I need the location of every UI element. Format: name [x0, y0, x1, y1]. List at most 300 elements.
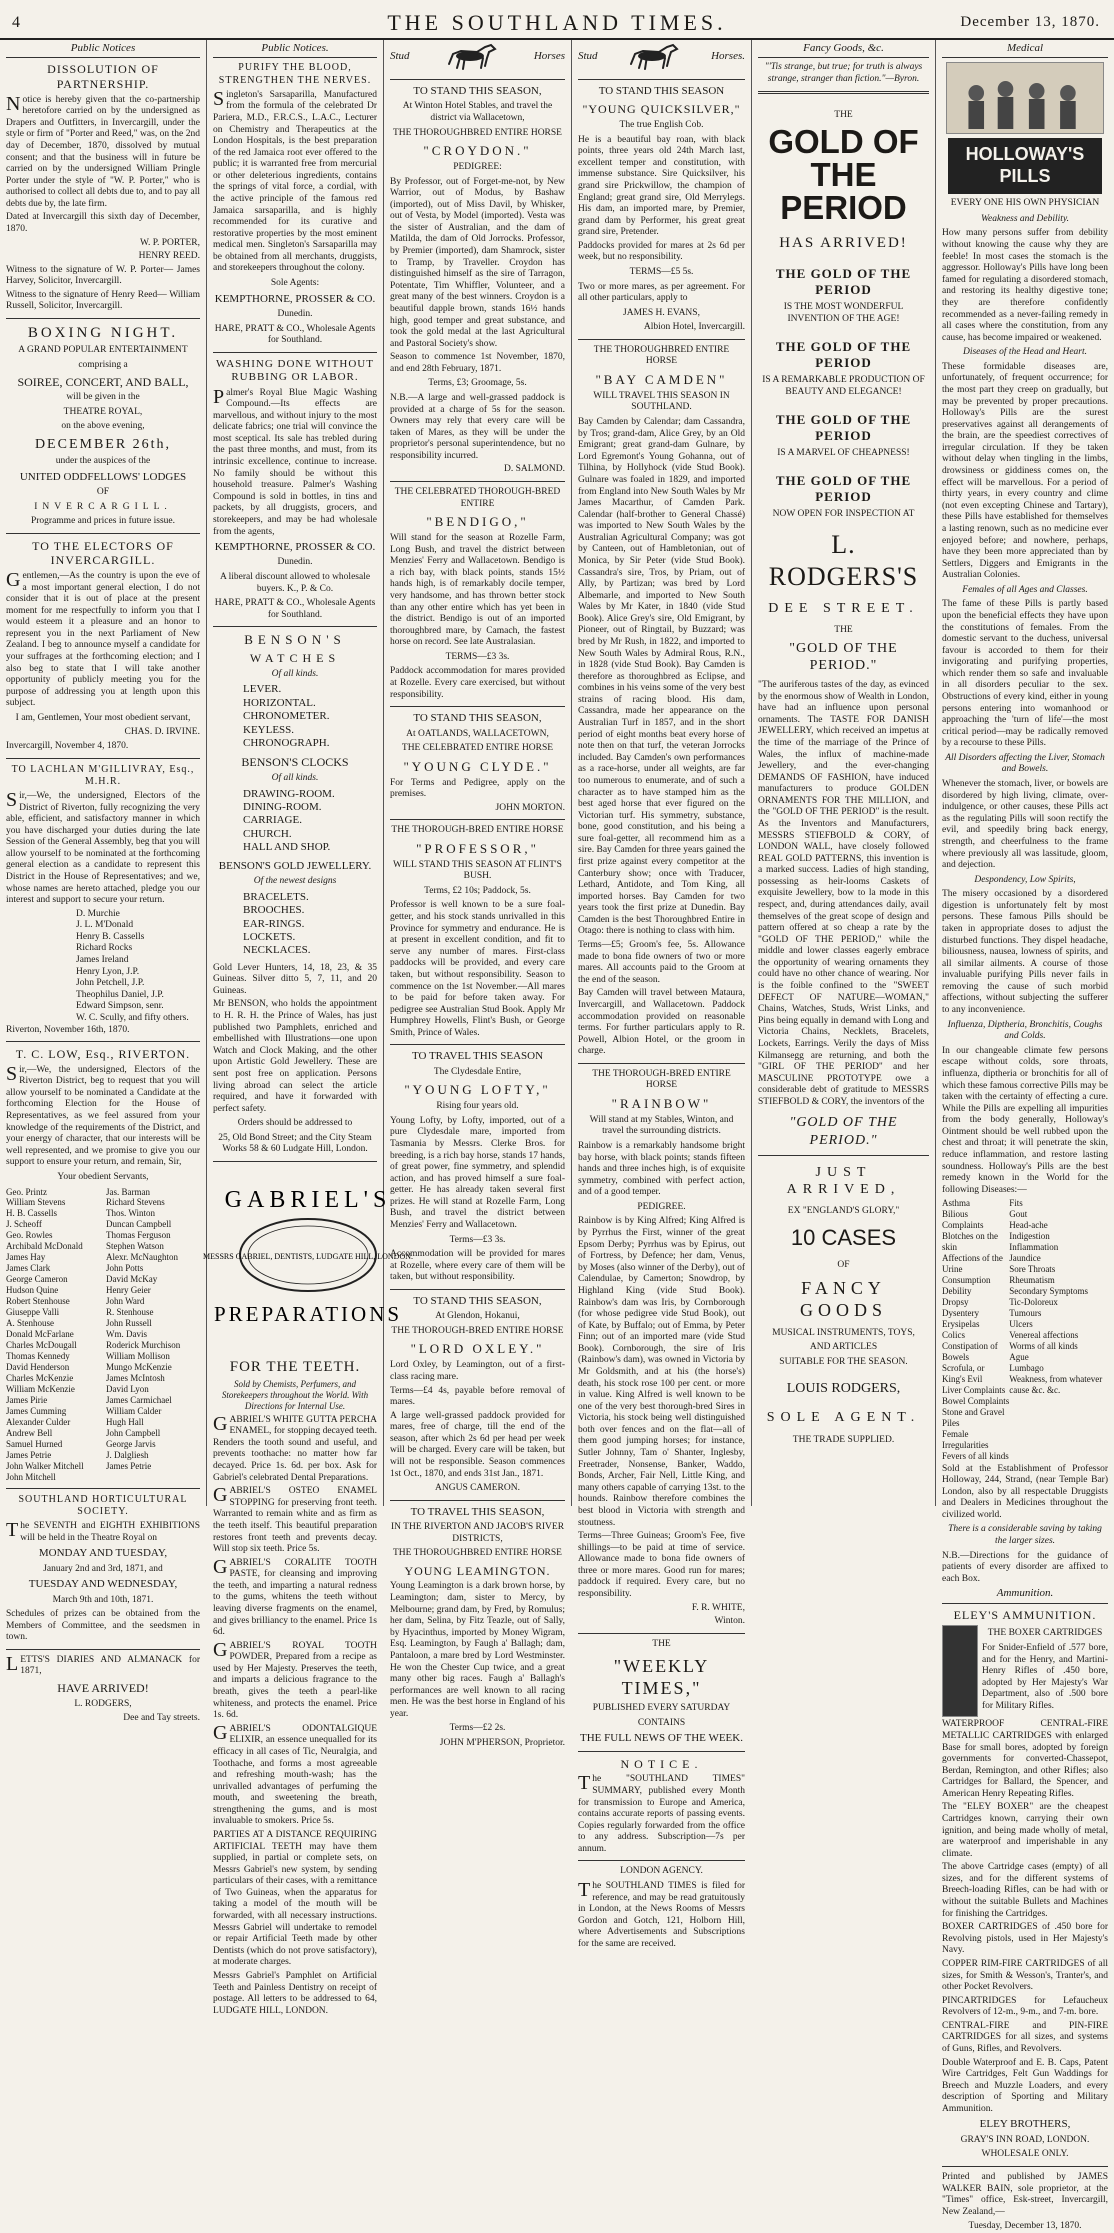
newspaper-title: THE SOUTHLAND TIMES. — [387, 10, 727, 35]
ad-body: By Professor, out of Forget-me-not, by New Warrior, out of Modus, by Bashaw (imported), out of Miss Davil, by Whisker, out of Vesta, by Model (imported). Vesta was the sister of Australian, and the dam of Matilda, the dam of Old Jorrocks. Professor, by Premier (imported), dam Shamrock, sister to Tramp, by Traveller. Croydon has distinguished himself as the sire of Tarragon, Potentate, Tim Whiffler, Volunteer, and a great many of the best winners. Croydon is a beautiful dapple brown, stands 16½ hands high, good temper and great substance, and took the gold medal at the last Agricultural and Pastoral Society's show. — [390, 176, 565, 349]
list-item: Head-ache — [1009, 1220, 1048, 1231]
horse-name: "YOUNG LOFTY," — [404, 1082, 551, 1098]
ad-line: PUBLISHED EVERY SATURDAY — [592, 1703, 731, 1714]
list-item: Consumption — [942, 1275, 991, 1286]
list-item: Stephen Watson — [106, 1241, 164, 1252]
list-item: Blotches on the skin — [942, 1231, 998, 1253]
list-item: Robert Stenhouse — [6, 1296, 70, 1307]
list-item: Andrew Bell — [6, 1427, 53, 1438]
ad-line: SOIREE, CONCERT, AND BALL, — [17, 374, 189, 389]
list-item: Jas. Barman — [106, 1186, 150, 1197]
eley-text — [982, 1625, 1108, 1717]
ad-body: The fame of these Pills is partly based upon the beneficial effects they have upon the constitutions of females. From the domestic servant to the duchess, universal favour is accorded to them for their invigorating and purifying properties, which render them so safe and invaluable in all disorders peculiar to the sex. Obstructions of every kind, either in young persons entering into womanhood or approaching the 'turn of life'—the most critical period—may be radically removed by a recourse to these Pills. — [942, 599, 1108, 749]
list-item: David Henderson — [6, 1362, 70, 1373]
list-item: Hudson Quine — [6, 1285, 59, 1296]
ad-body: Notice is hereby given that the co-partnership heretofore carried on by the undersigned as Drapers and Outfitters, in Invercargill, under the style or firm of "Porter and Reed," was, on the 2nd day of December, 1870, dissolved by mutual consent; and that the business will in future be carried on by the undersigned William Pringle Porter under the style of "W. P. Porter," who is authorised to collect all debts due to, and to pay all debts due by, the late firm. — [6, 92, 200, 209]
ad-line: THE — [834, 625, 853, 636]
ad-text: Season to commence 1st November, 1870, and end 28th February, 1871. — [390, 352, 565, 374]
jewellery-list — [213, 891, 377, 958]
signature: JOHN M'PHERSON, Proprietor. — [439, 1737, 565, 1748]
list-item: William Mollison — [106, 1351, 170, 1362]
divider — [6, 533, 200, 534]
ad-line: CONTAINS — [637, 1717, 686, 1728]
ad-body: Gentlemen,—As the country is upon the eve of a most important general election, I do not consider that it is out of place at the present moment for me respectfully to inform you that I would esteem it a pleasure and an honor to represent you in the next Parliament of New Zealand. I beg to announce myself a candidate for your suffrages at the forthcoming election; and I also beg to state that I will take another opportunity of publicly meeting you for the purpose of addressing you at length upon this subject. — [6, 568, 200, 709]
ad-line: TO STAND THIS SEASON, — [413, 712, 542, 725]
list-item: James Petrie — [6, 1449, 52, 1460]
ad-body: WATERPROOF CENTRAL-FIRE METALLIC CARTRIDGES with enlarged Base for small bores, adopted by foreign governments for converted-Chassepot, Berdan, Remington, and other Rifles; also Cartridges for Ballard, the Spencer, and American Henry Repeating Rifles. — [942, 1719, 1108, 1799]
ad-text: Schedules of prizes can be obtained from the Members of Committee, and the seedsmen in town. — [6, 1609, 200, 1643]
list-item: Weakness, from whatever cause &c. &c. — [1009, 1373, 1103, 1395]
ad-text: A large well-grassed paddock provided for mares, free of charge, till the end of the season, after which 2s 6d per head per week will be charged. Every care will be taken, but will not be responsible. Season commences 1st Oct., 1870, and ends 31st Jan., 1871. — [390, 1410, 565, 1479]
list-item: Female Irregularities — [942, 1428, 989, 1450]
ad-line: HARE, PRATT & CO., Wholesale Agents for Southland. — [214, 323, 376, 346]
column-5 — [752, 40, 936, 1506]
ad-line: JUST ARRIVED, — [786, 1164, 901, 1197]
product-item: GABRIEL'S WHITE GUTTA PERCHA ENAMEL, for stopping decayed teeth. Renders the tooth sound and useful, and prevents toothache: no matter how far decayed. Price 1s. 6d. per box. Ask for Gabriel's celebrated Dental Preparations. — [213, 1412, 377, 1483]
column-4 — [572, 40, 752, 1949]
ad-line: TO STAND THIS SEASON, — [413, 1294, 542, 1307]
list-item: Tumours — [1009, 1307, 1042, 1318]
signature: D. SALMOND. — [504, 464, 565, 475]
ad-body: Sir,—We, the undersigned, Electors of the District of Riverton, fully recognizing the very able, efficient, and satisfactory manner in which you have discharged your duties during the late Session of the General Assembly, beg that you will allow yourself to be nominated at the forthcoming general election as a candidate to represent this District in the House of Representatives; and we, whose names are hereto attached, pledge you our interest and support to secure your return. — [6, 788, 200, 906]
ad-line: Dunedin. — [277, 309, 313, 320]
list-item: James Cumming — [6, 1405, 67, 1416]
list-item: CHRONOMETER. — [243, 710, 330, 723]
signature: CHAS. D. IRVINE. — [124, 727, 200, 738]
ad-line: At Glendon, Hokanui, — [435, 1311, 520, 1322]
list-item: Worms of all kinds — [1009, 1340, 1078, 1351]
list-item: James McIntosh — [106, 1372, 165, 1383]
list-item: Charles McDougall — [6, 1340, 77, 1351]
ad-text: Terms—£4 4s, payable before removal of mares. — [390, 1385, 565, 1408]
ad-line: THE THOROUGHBRED ENTIRE HORSE — [593, 344, 730, 367]
list-item: James Pirie — [6, 1394, 48, 1405]
list-item: Geo. Rowles — [6, 1230, 53, 1241]
list-item: Erysipelas — [942, 1318, 980, 1329]
ad-line: TO TRAVEL THIS SEASON, — [410, 1505, 545, 1518]
ad-line: comprising a — [78, 359, 128, 370]
ad-line: LOUIS RODGERS, — [786, 1381, 901, 1397]
list-item: Henry Geier — [106, 1285, 151, 1296]
ad-line: PEDIGREE: — [453, 162, 502, 172]
list-item: Duncan Campbell — [106, 1219, 172, 1230]
ad-line: "GOLD OF THE PERIOD." — [789, 1115, 898, 1148]
list-item: DINING-ROOM. — [243, 801, 322, 814]
ad-line: PEDIGREE. — [637, 1201, 686, 1212]
list-item: James Ireland — [76, 955, 129, 966]
ad-body: For Snider-Enfield of .577 bore, and for the Henry, and Martini-Henry Rifles of .450 bore, adopted by Her Majesty's War Department, also of .500 bore for Military Rifles. — [982, 1642, 1108, 1711]
ad-line: Will stand at my Stables, Winton, and travel the surrounding districts. — [589, 1114, 734, 1137]
list-item: John Ward — [106, 1296, 145, 1307]
divider — [578, 1751, 745, 1752]
ad-title: BENSON'S — [244, 632, 346, 648]
list-item: R. Stenhouse — [106, 1307, 154, 1318]
list-item: James Carmichael — [106, 1394, 172, 1405]
address: Dee and Tay streets. — [123, 1713, 200, 1724]
address: Winton. — [714, 1616, 745, 1627]
divider — [213, 1161, 377, 1162]
ad-body: The "ELEY BOXER" are the cheapest Cartridges known, carrying their own ignition, and being made wholly of metal, are waterproof and imperishable in any climate. — [942, 1802, 1108, 1859]
ad-text: Terms—Three Guineas; Groom's Fee, five shillings—to be paid at time of service. Allowance made to bona fide owners of three or more mares. Good run for mares; paddock if required. Every care, but no responsibility. — [578, 1531, 745, 1599]
ad-text: Sold by Chemists, Perfumers, and Storekeepers throughout the World. With Directions for Internal Use. — [221, 1378, 369, 1411]
divider — [390, 706, 565, 707]
ad-line: on the above evening, — [61, 421, 145, 432]
list-item: CHRONOGRAPH. — [243, 737, 330, 750]
signature: L. RODGERS, — [74, 1698, 132, 1709]
subhead: All Disorders affecting the Liver, Stomach and Bowels. — [945, 752, 1105, 775]
list-item: CHURCH. — [243, 827, 292, 840]
ad-line: AND ARTICLES — [809, 1342, 878, 1353]
list-item: John Potts — [106, 1263, 144, 1274]
ad-line: Rising four years old. — [436, 1101, 519, 1112]
list-item: Thos. Winton — [106, 1208, 155, 1219]
ad-title: DISSOLUTION OF PARTNERSHIP. — [47, 62, 159, 92]
list-item: Liver Complaints — [942, 1384, 1006, 1395]
list-item: Mungo McKenzie — [106, 1362, 172, 1373]
ad-text: Terms—£5; Groom's fee, 5s. Allowance made to bona fide owners of two or more mares. All accounts paid to the Groom at the end of the season. — [578, 940, 745, 985]
divider — [758, 91, 929, 94]
divider — [942, 2166, 1108, 2167]
ad-text: LETTS'S DIARIES AND ALMANACK for 1871, — [6, 1652, 200, 1677]
cartridge-box-image — [942, 1625, 978, 1717]
horses-label: Horses — [533, 50, 565, 63]
ad-line: HAVE ARRIVED! — [57, 1681, 149, 1696]
divider — [390, 1289, 565, 1290]
ad-line: At Winton Hotel Stables, and travel the district via Wallacetown, — [402, 101, 553, 123]
list-item: J. Scheoff — [6, 1219, 42, 1230]
ad-text: Accommodation will be provided for mares at Rozelle, where every care of them will be taken, but without responsibility. — [390, 1249, 565, 1283]
ad-line: EX "ENGLAND'S GLORY," — [787, 1205, 900, 1216]
list-item: John Mitchell — [6, 1471, 56, 1482]
ad-body: These formidable diseases are, unfortunately, of frequent occurrence; for the most part they creep on gradually, but may be prevented by proper precautions. Holloway's Pills are the surest preservatives against all derangements of the brain, are the speediest correctives of irregular circulation. If they be taken without delay when tingling in the limbs, drowsiness or giddiness comes on, the effect will be marvellous. For a period of thirty years, in every country and clime (not even excepting Chinese and Tartary), these Pills have established for themselves a lasting renown, such as no medicine ever enjoyed before; and nowhere, perhaps, have they been more appreciated than by Settlers, Diggers and Emigrants in the Australian Colonies. — [942, 361, 1108, 581]
product-item: PARTIES AT A DISTANCE REQUIRING ARTIFICIAL TEETH may have them supplied, in partial or complete sets, on Messrs Gabriel's new system, by sending particulars of their cases, with a remittance of Two Guineas, when the apparatus for taking a model of the mouth will be forwarded, with all necessary instructions. Messrs Gabriel will undertake to remodel or repair Artificial Teeth made by other Dentists (which do not prove satisfactory), at moderate charges. — [213, 1829, 377, 1968]
ad-body: Whenever the stomach, liver, or bowels are disordered by high living, climate, over-indulgence, or other causes, these Pills act as the regulating Pills will soon rectify the evil, and speedily bring back energy, strength, and cheerfulness to the frame where previously all was lassitude, gloom, and dejection. — [942, 779, 1108, 871]
signature: W. P. PORTER, — [139, 237, 200, 248]
gold-subhead: THE GOLD OF THE PERIOD — [775, 473, 912, 505]
list-item: Samuel Hurned — [6, 1438, 63, 1449]
ad-body: PINCARTRIDGES for Lefaucheux Revolvers of 12-m., 9-m., and 7-m. bore. — [942, 1995, 1108, 2018]
divider — [390, 819, 565, 820]
weekly-times-title: "WEEKLY TIMES," — [613, 1656, 710, 1699]
disease-table — [942, 1198, 1108, 1461]
ad-line: DEE STREET. — [768, 601, 919, 617]
divider — [578, 1860, 745, 1861]
seal-mid-text: MESSRS GABRIEL, DENTISTS, LUDGATE HILL, LONDON. — [203, 1251, 413, 1261]
gold-headline: GOLD OF THE PERIOD — [768, 123, 919, 227]
list-item: Sore Throats — [1009, 1264, 1056, 1275]
ad-text: Invercargill, November 4, 1870. — [6, 741, 129, 752]
ad-line: At OATLANDS, WALLACETOWN, — [406, 728, 549, 739]
list-item: Ague — [1009, 1351, 1029, 1362]
list-item: Debility — [942, 1286, 972, 1297]
list-item: BROOCHES. — [243, 904, 305, 917]
list-item: J. L. M'Donald — [76, 920, 134, 931]
list-item: Inflammation — [1009, 1242, 1059, 1253]
list-item: KEYLESS. — [243, 723, 295, 736]
divider — [6, 758, 200, 759]
clock-list — [213, 788, 377, 855]
list-item: James Hay — [6, 1252, 46, 1263]
ad-body: Rainbow is a remarkably handsome bright bay horse, with black points; stands fifteen hands and three inches high, is of exquisite symmetry, combined with perfect action, and of a good temper. — [578, 1141, 745, 1198]
divider — [390, 79, 565, 80]
ad-title: WASHING DONE WITHOUT RUBBING OR LABOR. — [216, 357, 374, 384]
list-item: Thomas Kennedy — [6, 1351, 70, 1362]
ad-line: The Clydesdale Entire, — [433, 1066, 522, 1077]
list-item: William Stevens — [6, 1197, 66, 1208]
ad-line: THE THOROUGH-BRED ENTIRE HORSE — [391, 825, 564, 836]
ad-line: "GOLD OF THE PERIOD." — [789, 640, 898, 673]
list-item: Fevers of all kinds — [942, 1450, 1009, 1461]
list-item: Tic-Doloreux — [1009, 1297, 1058, 1308]
stud-header — [578, 40, 745, 74]
subhead: Influenza, Diptheria, Bronchitis, Coughs and Colds. — [947, 1019, 1103, 1042]
list-item: George Cameron — [6, 1274, 68, 1285]
ad-line: KEMPTHORNE, PROSSER & CO. — [214, 541, 376, 554]
list-item: D. Murchie — [76, 908, 120, 919]
ad-line: THEATRE ROYAL, — [63, 406, 143, 417]
ad-title: TO THE ELECTORS OF INVERCARGILL. — [32, 538, 174, 568]
ad-text: Dated at Invercargill this sixth day of December, 1870. — [6, 212, 200, 235]
list-item: Wm. Davis — [106, 1329, 147, 1340]
ad-body: The above Cartridge cases (empty) of all sizes, and for the different systems of Breech-loading Rifles, can be had with or without the suitable Bullets and Machines for finishing the Cartridges. — [942, 1862, 1108, 1919]
ad-text: N.B.—Directions for the guidance of patients of every disorder are affixed to each Box. — [942, 1550, 1108, 1584]
list-item: Dropsy — [942, 1297, 969, 1308]
ad-line: Terms, £3; Groomage, 5s. — [428, 378, 527, 389]
product-item: Messrs Gabriel's Pamphlet on Artificial Teeth and Painless Dentistry on receipt of postage. All letters to be addressed to 64, LUDGATE HILL, LONDON. — [213, 1970, 377, 2016]
name-list — [6, 1187, 200, 1483]
divider — [6, 318, 200, 319]
horse-name: "LORD OXLEY." — [410, 1341, 545, 1357]
ad-text: Sole Agents: — [270, 278, 320, 289]
ad-body: "The auriferous tastes of the day, as evinced by the enormous show of Wealth in London, have had an influence upon personal ornaments. The TASTE FOR DANISH JEWELLERY, which received an impetus at the time of the marriage of the Prince of Wales, the influx of machine-made Jewellery, and the ever-changing DEMANDS OF FASHION, have induced manufacturers to produce GOLDEN ORNAMENTS FOR THE MILLION, and the "GOLD OF THE PERIOD" is the result. As the Inventors and Manufacturers, MESSRS STIEFBOLD & CORY, of LONDON WALL, have closely followed REAL GOLD PATTERNS, this invention is a marked success. Ladies of high standing, possessing as heir-looms Caskets of exquisite Jewellery, bow to la mode in this respect, and, during attendances daily, avail themselves of the great scope of design and pattern offered at so cheap a rate by the "GOLD OF THE PERIOD," while the middle and lower classes eagerly embrace the opportunity of wearing ornaments they could have no other chance of wearing. Nor is the foible confined to the "SWEET DEFECT OF NATURE—WOMAN," Chains, Watches, Studs, Wrist Links, and Pins being equally in demand with Long and Victoria Chains, Necklets, Bracelets, Lockets, Earrings. Verily the days of Miss Kilmansegg are returning, and both the "GIRL OF THE PERIOD" and her MASCULINE PROTOTYPE owe a considerable debt of gratitude to MESSRS STIEFBOLD & CORY, the inventors of the — [758, 680, 929, 1107]
ad-line: WILL STAND THIS SEASON AT FLINT'S BUSH. — [393, 859, 562, 882]
list-item: HALL AND SHOP. — [243, 841, 331, 854]
list-item: A. Stenhouse — [6, 1318, 54, 1329]
ad-body: The SEVENTH and EIGHTH EXHIBITIONS will be held in the Theatre Royal on — [6, 1519, 200, 1543]
product-item: GABRIEL'S ODONTALGIQUE ELIXIR, an essence unequalled for its efficacy in all cases of Tic, Neuralgia, and Toothache, and forms a most agreeable and refreshing mouth-wash; has the unrivalled advantages of perfuming the mouth, and sweetening the breath, strengthening the gums, and is most invaluable to smokers. Price 5s. — [213, 1721, 377, 1827]
holloway-banner: HOLLOWAY'S PILLS — [948, 138, 1102, 194]
ad-body: Sir,—We, the undersigned, Electors of the Riverton District, beg to request that you will allow yourself to be nominated a Candidate at the forthcoming Election for the House of Representatives, as we feel assured from your knowledge of the requirements of the District, and your energy of character, that our interests will be well represented, and we promise to give you our support to ensure your return, and remain, Sir, — [6, 1062, 200, 1168]
list-item: H. B. Cassells — [6, 1208, 58, 1219]
section-header: Public Notices — [6, 42, 200, 58]
ad-body: BOXER CARTRIDGES of .450 bore for Revolving pistols, used in Her Majesty's Navy. — [942, 1922, 1108, 1956]
horse-icon — [625, 42, 683, 72]
address: 25, Old Bond Street; and the City Steam Works 58 & 60 Ludgate Hill, London. — [218, 1132, 372, 1155]
list-item: Asthma — [942, 1198, 970, 1209]
ad-line: MUSICAL INSTRUMENTS, TOYS, — [772, 1327, 915, 1338]
list-item: Gout — [1009, 1209, 1028, 1220]
horse-name: "RAINBOW" — [611, 1095, 712, 1111]
divider — [6, 1649, 200, 1650]
section-header: Medical — [942, 42, 1108, 58]
divider — [6, 1488, 200, 1489]
list-item: Stone and Gravel — [942, 1406, 1005, 1417]
signature: HENRY REED. — [138, 251, 200, 262]
list-item: Giuseppe Valli — [6, 1307, 60, 1318]
list-item: CARRIAGE. — [243, 814, 302, 827]
ad-line: TO STAND THIS SEASON — [598, 85, 725, 97]
ad-title: FOR THE TEETH. — [229, 1358, 361, 1375]
ad-line: The true English Cob. — [619, 120, 704, 131]
ad-body: In our changeable climate few persons escape without colds, sore throats, influenza, diptheria or bronchitis for all of which these famous corrective Pills may be taken with the certainty of effecting a cure. While the Pills are expelling all impurities from the body generally, Holloway's Ointment should be well rubbed upon the chest and throat; it will penetrate the skin, reduce inflammation, and restore lasting soundness. Holloway's Pills are the best remedy known in the World for the following Diseases:— — [942, 1045, 1108, 1195]
ad-line: IS A REMARKABLE PRODUCTION OF BEAUTY AND ELEGANCE! — [762, 375, 925, 397]
ad-title: PURIFY THE BLOOD, STRENGTHEN THE NERVES. — [218, 62, 372, 86]
list-item: Indigestion — [1009, 1231, 1050, 1242]
rodgers-name: L. RODGERS'S — [768, 529, 919, 591]
issue-date: December 13, 1870. — [960, 14, 1100, 30]
ad-line: OF — [96, 486, 110, 497]
ad-line: SUITABLE FOR THE SEASON. — [779, 1356, 908, 1367]
signature: JAMES H. EVANS, — [623, 307, 700, 318]
ad-line: Of the newest designs — [253, 876, 337, 887]
ad-body: Will stand for the season at Rozelle Farm, Long Bush, and travel the district between Menzies' Ferry and Wallacetown. Bendigo is a rich bay, with black points, stands 15½ hands high, is of remarkably docile temper, very handsome, and has thrown better stock than any other entire which has yet been in the district. Bendigo is out of an imported thoroughbred mare, by Camach, the fastest horse on record. See late Australasian. — [390, 533, 565, 648]
subhead: Females of all Ages and Classes. — [962, 584, 1088, 595]
quote: "'Tis strange, but true; for truth is always strange, stranger than fiction."—Byron. — [764, 62, 923, 84]
list-item: David Lyon — [106, 1383, 149, 1394]
crowd-illustration — [947, 63, 1103, 133]
divider — [213, 626, 377, 627]
list-item: William McKenzie — [6, 1383, 75, 1394]
ad-line: THE CELEBRATED ENTIRE HORSE — [401, 743, 554, 754]
divider — [390, 1500, 565, 1501]
ad-line: BENSON'S CLOCKS — [241, 755, 349, 770]
page-number: 4 — [12, 14, 20, 31]
list-item: John Petchell, J.P. — [76, 978, 145, 989]
ad-line: 10 CASES — [790, 1225, 897, 1251]
ad-line: INVERCARGILL. — [34, 501, 172, 512]
seal-top-text: GABRIEL'S — [224, 1186, 392, 1213]
gold-subhead: THE GOLD OF THE PERIOD — [775, 266, 912, 298]
stud-label: Stud — [390, 50, 410, 63]
horse-icon — [443, 42, 501, 72]
list-item: Thomas Ferguson — [106, 1230, 171, 1241]
ad-body: Young Leamington is a dark brown horse, by Leamington; dam, sister to Mercy, by Melbourne; grand dam, by Fred, by Romulus; her dam, Selina, by Fitz Teazle, out of Sally, by Hyacinthus, imported by Money Wigram, Esq. Leamington, by Faugh a' Ballagh; dam, Pantaloon, a mare bred by Lord Westminster. He won the Chester Cup twice, and a great many other big races. Faugh a' Ballagh's performances are well known to all racing men. He was the best horse in England of his year. — [390, 1581, 565, 1719]
signature: ANGUS CAMERON. — [435, 1483, 520, 1494]
imprint: Printed and published by JAMES WALKER BAIN, sole proprietor, at the "Times" office, Esk-street, Invercargill, New Zealand,— — [942, 2172, 1108, 2217]
ad-text: Riverton, November 16th, 1870. — [6, 1024, 130, 1035]
list-item: Alexander Culder — [6, 1416, 71, 1427]
horse-name: "YOUNG QUICKSILVER," — [582, 102, 741, 117]
gold-subhead: THE GOLD OF THE PERIOD — [775, 412, 912, 444]
ad-body: Palmer's Royal Blue Magic Washing Compound.—Its effects are marvellous, and without injury to the most delicate fabrics; one trial will convince the most sceptical. Its sale has trebled during the past three months, and must, from its intrinsic excellence, continue to increase. No family should be without this household treasure. Palmer's Washing Compound is sold in bottles, in tins and packets, by all druggists, grocers, and storekeepers, and may be had wholesale from the agents, — [213, 385, 377, 537]
ad-text: Sold at the Establishment of Professor Holloway, 244, Strand, (near Temple Bar) London, also by all respectable Druggists and Dealers in Medicines throughout the civilized world. — [942, 1463, 1108, 1520]
ad-line: IS THE MOST WONDERFUL INVENTION OF THE AGE! — [783, 302, 904, 324]
section-header: Fancy Goods, &c. — [758, 42, 929, 58]
pills-engraving-image — [946, 62, 1104, 134]
ad-text: Witness to the signature of Henry Reed— William Russell, Solicitor, Invercargill. — [6, 289, 200, 312]
divider — [390, 1044, 565, 1045]
section-header: Public Notices. — [213, 42, 377, 58]
ad-line: There is a considerable saving by taking the larger sizes. — [948, 1524, 1102, 1547]
name-list — [6, 909, 200, 1025]
ad-line: DECEMBER 26th, — [34, 436, 172, 452]
disease-column-b — [1009, 1198, 1108, 1461]
ad-text: Paddock accommodation for mares provided at Rozelle. Every care exercised, but without responsibility. — [390, 666, 565, 700]
subhead: Diseases of the Head and Heart. — [962, 347, 1087, 358]
ad-line: TO TRAVEL THIS SEASON — [411, 1050, 544, 1063]
ad-line: under the auspices of the — [55, 455, 151, 466]
list-item: Richard Stevens — [106, 1197, 165, 1208]
list-item: William Calder — [106, 1405, 162, 1416]
divider — [578, 1063, 745, 1064]
ad-body: Bay Camden by Calendar; dam Cassandra, by Tros; grand-dam, Alice Grey, by an Old Emigrant; great grand-dam Gulnare, by Lord Egremont's Young Gohanna, out of Tilhina, by Hollyhock (vide Stud Book). Gulnare was foaled in 1829, and imported from England into New South Wales by Mr James Macarthur, of Camden Park. Calendar (half-brother to General Chassé) was imported to New South Wales by the Australian Agricultural Company; was got by Canteen, out of Hambletonian, out of Monica, by Sir Peter (vide Stud Book). Cassandra's sire, Tros, by Priam, out of Ally, by Partizan; was bred by Lord Albemarle, and imported to New South Wales by Mr Kater, in 1840 (vide Stud Book). Alice Grey's sire, Old Emigrant, by Pioneer, out of Ringtail, by Buzzard; was bred by Mr Rush, in 1822, and imported to New South Wales by Admiral Rous, R.N., in 1828 (vide Stud Book). Bay Camden is therefore as thoroughbred as Eclipse, and combines in his veins some of the very best strains of racing blood. His dam, Cassandra, made her appearance on the Australian Turf in 1857, and in the short period of eight months beat every horse of note then on that turf, the veteran Jorrocks included. Bay Camden's own performances as a race-horse, under all weights, are far too numerous to enumerate, and of such a character as to have stamped him as the best aged horse that ever figured on the Victorian turf. His symmetry, substance, bone, good constitution, and his being a sure foal-getter, all recommend him as a sire. Bay Camden for three years gained the first prize against every competitor at the Canterbury show; once with Traducer, Lethard, Antidote, and Tom King, all imported horses. Bay Camden for two years took the first prize at Dunedin. Bay Camden is the best Thoroughbred Entire in Otago: there is nothing to class with him. — [578, 417, 745, 937]
divider — [578, 79, 745, 80]
ad-body: COPPER RIM-FIRE CARTRIDGES of all sizes, for Smith & Wesson's, Tranter's, and other Pocket Revolvers. — [942, 1958, 1108, 1993]
ad-title: LONDON AGENCY. — [620, 1866, 703, 1877]
list-item: EAR-RINGS. — [243, 917, 305, 930]
list-item: John Russell — [106, 1318, 152, 1329]
product-item: GABRIEL'S ROYAL TOOTH POWDER, Prepared from a recipe as used by Her Majesty. Preserves the teeth, and imparts a delicious fragrance to the breath, gives the teeth a pearl-like whiteness, and protects the enamel. Price 1s. 6d. — [213, 1638, 377, 1721]
list-item: Venereal affections — [1009, 1329, 1079, 1340]
ad-line: SOLE AGENT. — [766, 1410, 921, 1426]
ad-line: TO STAND THIS SEASON, — [413, 85, 542, 97]
ad-line: HARE, PRATT & CO., Wholesale Agents for Southland. — [214, 598, 376, 620]
seal-bottom-text: PREPARATIONS — [213, 1301, 403, 1326]
list-item: Theophilus Daniel, J.P. — [76, 989, 164, 1000]
ad-line: IS A MARVEL OF CHEAPNESS! — [777, 447, 910, 458]
ad-line: THE THOROUGH-BRED ENTIRE HORSE — [592, 1068, 731, 1091]
ad-text: Paddocks provided for mares at 2s 6d per week, but no responsibility. — [578, 240, 745, 263]
list-item: Edward Simpson, senr. — [76, 1001, 164, 1012]
ad-title: BOXING NIGHT. — [27, 325, 179, 342]
list-item: Ulcers — [1009, 1318, 1033, 1329]
divider — [758, 1155, 929, 1156]
list-item: Fits — [1009, 1198, 1023, 1209]
ad-line: THE THOROUGH-BRED ENTIRE HORSE — [391, 1325, 564, 1336]
list-item: Richard Rocks — [76, 943, 133, 954]
ad-line: March 9th and 10th, 1871. — [52, 1594, 154, 1605]
list-item: Affections of the Urine — [942, 1253, 1003, 1275]
ad-text: For Terms and Pedigree, apply on the premises. — [390, 777, 565, 800]
ad-text: Two or more mares, as per agreement. For all other particulars, apply to — [578, 281, 745, 304]
divider — [390, 481, 565, 482]
horse-name: "YOUNG CLYDE." — [403, 758, 552, 774]
ad-line: Of all kinds. — [271, 773, 319, 784]
fancy-goods-title: FANCY GOODS — [799, 1277, 887, 1320]
divider — [578, 1633, 745, 1634]
subhead: Weakness and Debility. — [980, 213, 1070, 224]
list-item: John Campbell — [106, 1427, 161, 1438]
list-item: George Jarvis — [106, 1438, 156, 1449]
ad-line: TERMS—£5 5s. — [629, 266, 694, 277]
list-item: Bilious Complaints — [942, 1209, 984, 1231]
list-item: Roderick Murchison — [106, 1340, 181, 1351]
watch-list — [213, 683, 377, 750]
column-3 — [384, 40, 572, 1748]
gabriel-seal — [203, 1173, 413, 1343]
list-item: Secondary Symptoms — [1009, 1286, 1088, 1297]
ad-line: MONDAY AND TUESDAY, — [38, 1547, 168, 1560]
ad-body: Lord Oxley, by Leamington, out of a first-class racing mare. — [390, 1360, 565, 1382]
ad-body: He is a beautiful bay roan, with black points, three years old 24th March last, excellent temper and constitution, with immense substance. Sire Quicksilver, his grand sire Prickwillow, the champion of England; great grand sire, Old Merrylegs. His dam, an imported mare, by Premier, grand dam by Performer, his great great grand sire, Pretender. — [578, 134, 745, 238]
list-item: Henry Lyon, J.P. — [76, 966, 140, 977]
list-item: DRAWING-ROOM. — [243, 787, 335, 800]
stud-header — [390, 40, 565, 74]
ad-line: KEMPTHORNE, PROSSER & CO. — [214, 292, 376, 305]
ad-line: ELEY BROTHERS, — [979, 2118, 1071, 2131]
list-item: John Walker Mitchell — [6, 1460, 84, 1471]
list-item: Henry B. Cassells — [76, 931, 145, 942]
ad-text: I am, Gentlemen, Your most obedient servant, — [15, 712, 191, 723]
list-item: Constipation of Bowels — [942, 1340, 998, 1362]
ad-line: Terms—£2 2s. — [449, 1723, 506, 1734]
ad-body: Young Lofty, by Lofty, imported, out of a pure Clydesdale mare, imported from Tasmania by Messrs. Clerke Bros. for breeding, is a rich bay horse, stands 17 hands, of great power, fine symmetry, and splendid action, and has proved himself a sure foal-getter. He has already taken several first prizes. He will stand at Rozelle Farm, Long Bush, and travel the district between Menzies' Ferry and Wallacetown. — [390, 1115, 565, 1231]
ad-line: Terms, £2 10s; Paddock, 5s. — [424, 885, 531, 896]
list-item: Dysentery — [942, 1307, 979, 1318]
signature: F. R. WHITE, — [691, 1602, 745, 1613]
ad-line: THE TRADE SUPPLIED. — [792, 1434, 895, 1445]
ad-line: will be given in the — [66, 392, 140, 403]
